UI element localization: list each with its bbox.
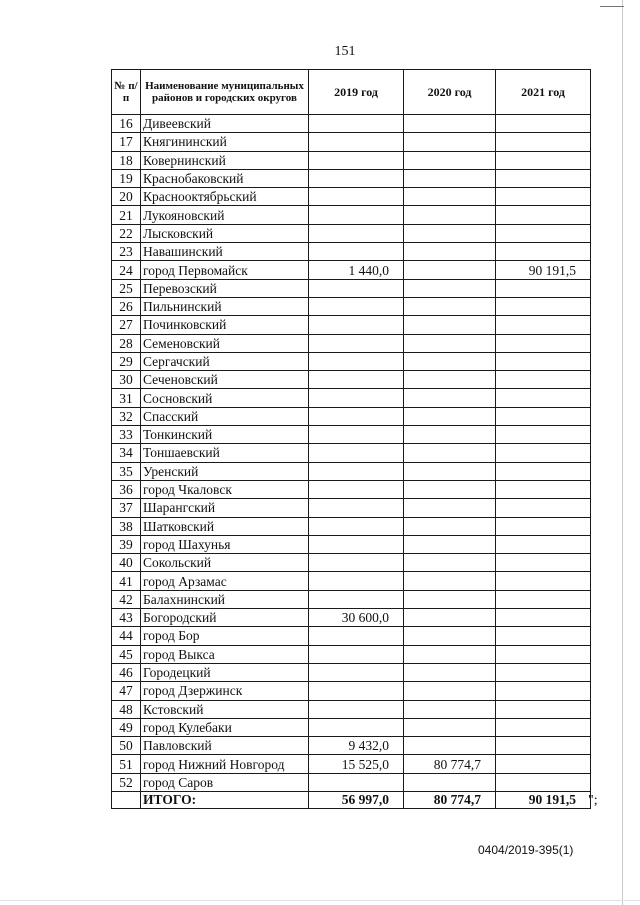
row-2019-value [309, 444, 404, 462]
row-number: 42 [112, 590, 141, 608]
row-name: город Бор [141, 627, 309, 645]
table-row [112, 645, 591, 663]
row-number: 50 [112, 737, 141, 755]
row-name: город Чкаловск [141, 480, 309, 498]
row-2020-value [404, 316, 496, 334]
row-2020-value [404, 389, 496, 407]
row-name: Дивеевский [141, 115, 309, 133]
total-2020: 80 774,7 [404, 791, 496, 808]
row-number: 39 [112, 535, 141, 553]
row-2021-value [496, 480, 591, 498]
row-name: Починковский [141, 316, 309, 334]
row-name: Сокольский [141, 554, 309, 572]
total-2021: 90 191,5 [496, 791, 591, 808]
row-2020-value [404, 572, 496, 590]
table-row [112, 444, 591, 462]
row-2021-value [496, 243, 591, 261]
row-2020-value [404, 590, 496, 608]
row-number: 18 [112, 151, 141, 169]
row-name: Пильнинский [141, 297, 309, 315]
table-row [112, 480, 591, 498]
row-2021-value [496, 590, 591, 608]
page-number: 151 [334, 44, 356, 59]
row-name: Лысковский [141, 224, 309, 242]
row-number: 48 [112, 700, 141, 718]
header-name: Наименование муниципальных районов и городских округов [141, 70, 309, 115]
row-2019-value [309, 371, 404, 389]
table-row [112, 389, 591, 407]
table-row [112, 590, 591, 608]
row-number: 26 [112, 297, 141, 315]
total-num-cell [112, 791, 141, 808]
row-2020-value [404, 151, 496, 169]
row-name: Кстовский [141, 700, 309, 718]
row-name: Шарангский [141, 499, 309, 517]
row-2019-value [309, 773, 404, 791]
row-number: 47 [112, 682, 141, 700]
table-row [112, 462, 591, 480]
row-2019-value [309, 480, 404, 498]
row-2020-value [404, 462, 496, 480]
total-row [112, 791, 591, 808]
row-2021-value [496, 371, 591, 389]
row-2019-value [309, 590, 404, 608]
row-2021-value [496, 169, 591, 187]
row-number: 28 [112, 334, 141, 352]
row-2019-value [309, 627, 404, 645]
budget-table [111, 69, 591, 809]
row-number: 21 [112, 206, 141, 224]
row-2020-value [404, 517, 496, 535]
header-2019: 2019 год [309, 70, 404, 115]
row-2021-value [496, 151, 591, 169]
row-2020-value [404, 261, 496, 279]
row-number: 52 [112, 773, 141, 791]
row-number: 45 [112, 645, 141, 663]
row-name: город Кулебаки [141, 718, 309, 736]
row-name: Балахнинский [141, 590, 309, 608]
row-2019-value [309, 133, 404, 151]
table-row [112, 334, 591, 352]
row-2021-value [496, 627, 591, 645]
row-2021-value [496, 609, 591, 627]
row-2021-value [496, 133, 591, 151]
row-2021-value [496, 572, 591, 590]
table-row [112, 718, 591, 736]
row-2021-value [496, 682, 591, 700]
row-number: 16 [112, 115, 141, 133]
row-number: 34 [112, 444, 141, 462]
row-2019-value [309, 297, 404, 315]
document-code: 0404/2019-395(1) [478, 843, 574, 857]
row-2021-value [496, 535, 591, 553]
row-name: Краснооктябрьский [141, 188, 309, 206]
row-2019-value [309, 426, 404, 444]
row-2019-value [309, 700, 404, 718]
row-2020-value [404, 352, 496, 370]
table-row [112, 279, 591, 297]
row-2021-value [496, 645, 591, 663]
row-2019-value [309, 115, 404, 133]
table-row [112, 517, 591, 535]
row-number: 35 [112, 462, 141, 480]
row-number: 22 [112, 224, 141, 242]
row-name: город Дзержинск [141, 682, 309, 700]
row-2020-value [404, 663, 496, 681]
row-number: 36 [112, 480, 141, 498]
page-bottom-edge [0, 900, 640, 901]
row-name: Перевозский [141, 279, 309, 297]
table-row [112, 773, 591, 791]
total-label: ИТОГО: [141, 791, 309, 808]
row-2021-value [496, 389, 591, 407]
table-row [112, 261, 591, 279]
total-2019: 56 997,0 [309, 791, 404, 808]
row-2020-value [404, 480, 496, 498]
table-row [112, 352, 591, 370]
row-2019-value [309, 407, 404, 425]
row-2020-value [404, 773, 496, 791]
row-name: Уренский [141, 462, 309, 480]
row-2020-value [404, 115, 496, 133]
row-number: 27 [112, 316, 141, 334]
row-2021-value [496, 352, 591, 370]
closing-quote-mark: "; [588, 793, 598, 808]
row-number: 44 [112, 627, 141, 645]
row-2020-value [404, 700, 496, 718]
row-number: 51 [112, 755, 141, 773]
page-edge-line [622, 0, 623, 905]
table-row [112, 755, 591, 773]
table-row [112, 224, 591, 242]
table-body [112, 115, 591, 792]
row-number: 37 [112, 499, 141, 517]
row-2021-value [496, 316, 591, 334]
row-name: Краснобаковский [141, 169, 309, 187]
row-2021-value [496, 279, 591, 297]
table-row [112, 297, 591, 315]
row-name: Ковернинский [141, 151, 309, 169]
row-2019-value [309, 206, 404, 224]
row-number: 31 [112, 389, 141, 407]
row-number: 38 [112, 517, 141, 535]
row-2019-value [309, 389, 404, 407]
row-2021-value [496, 554, 591, 572]
row-2019-value [309, 718, 404, 736]
row-2020-value [404, 645, 496, 663]
row-2020-value [404, 627, 496, 645]
row-2021-value [496, 334, 591, 352]
row-number: 41 [112, 572, 141, 590]
row-name: Навашинский [141, 243, 309, 261]
row-number: 43 [112, 609, 141, 627]
table-row [112, 206, 591, 224]
table-row [112, 169, 591, 187]
row-2021-value [496, 663, 591, 681]
header-2020: 2020 год [404, 70, 496, 115]
row-2019-value [309, 169, 404, 187]
row-2019-value [309, 499, 404, 517]
row-number: 33 [112, 426, 141, 444]
row-2019-value [309, 279, 404, 297]
row-2020-value [404, 499, 496, 517]
row-number: 20 [112, 188, 141, 206]
row-2021-value [496, 773, 591, 791]
table-row [112, 627, 591, 645]
row-2019-value [309, 663, 404, 681]
row-name: Павловский [141, 737, 309, 755]
row-2020-value [404, 444, 496, 462]
row-2020-value [404, 737, 496, 755]
table-header-row [112, 70, 591, 115]
row-number: 23 [112, 243, 141, 261]
row-2021-value [496, 718, 591, 736]
row-2021-value [496, 737, 591, 755]
row-number: 46 [112, 663, 141, 681]
row-2019-value: 1 440,0 [309, 261, 404, 279]
row-2019-value: 15 525,0 [309, 755, 404, 773]
row-number: 40 [112, 554, 141, 572]
row-2020-value [404, 188, 496, 206]
row-name: Княгининский [141, 133, 309, 151]
row-number: 19 [112, 169, 141, 187]
row-name: Шатковский [141, 517, 309, 535]
row-name: город Арзамас [141, 572, 309, 590]
row-name: город Саров [141, 773, 309, 791]
table-row [112, 115, 591, 133]
header-num: № п/п [112, 70, 141, 115]
table-row [112, 682, 591, 700]
row-2019-value [309, 535, 404, 553]
row-name: Городецкий [141, 663, 309, 681]
row-2021-value [496, 499, 591, 517]
row-2020-value [404, 682, 496, 700]
row-name: Сергачский [141, 352, 309, 370]
header-2021: 2021 год [496, 70, 591, 115]
row-name: Тоншаевский [141, 444, 309, 462]
row-2021-value [496, 444, 591, 462]
row-number: 30 [112, 371, 141, 389]
row-name: город Нижний Новгород [141, 755, 309, 773]
row-name: Лукояновский [141, 206, 309, 224]
row-2019-value [309, 462, 404, 480]
row-2020-value [404, 243, 496, 261]
table-row [112, 151, 591, 169]
row-name: город Первомайск [141, 261, 309, 279]
row-2019-value [309, 554, 404, 572]
table-row [112, 554, 591, 572]
row-2020-value [404, 133, 496, 151]
row-2020-value [404, 535, 496, 553]
row-2021-value [496, 755, 591, 773]
row-2020-value [404, 206, 496, 224]
row-number: 25 [112, 279, 141, 297]
row-2020-value [404, 554, 496, 572]
row-2021-value [496, 297, 591, 315]
row-2021-value: 90 191,5 [496, 261, 591, 279]
row-2021-value [496, 224, 591, 242]
table-row [112, 426, 591, 444]
table-row [112, 371, 591, 389]
row-2021-value [496, 426, 591, 444]
row-2019-value [309, 352, 404, 370]
row-name: Сосновский [141, 389, 309, 407]
row-2021-value [496, 115, 591, 133]
row-2020-value [404, 224, 496, 242]
row-2019-value [309, 151, 404, 169]
table-row [112, 572, 591, 590]
row-2019-value [309, 572, 404, 590]
row-2019-value [309, 334, 404, 352]
row-2021-value [496, 700, 591, 718]
row-2020-value [404, 371, 496, 389]
row-2019-value [309, 243, 404, 261]
table-row [112, 700, 591, 718]
table-row [112, 663, 591, 681]
row-number: 32 [112, 407, 141, 425]
row-name: Тонкинский [141, 426, 309, 444]
row-2020-value [404, 718, 496, 736]
row-2020-value [404, 609, 496, 627]
table-row [112, 535, 591, 553]
row-2019-value [309, 224, 404, 242]
row-number: 49 [112, 718, 141, 736]
row-name: Сеченовский [141, 371, 309, 389]
table-row [112, 243, 591, 261]
row-2019-value [309, 188, 404, 206]
table-row [112, 316, 591, 334]
row-2021-value [496, 462, 591, 480]
row-2020-value [404, 279, 496, 297]
row-name: Спасский [141, 407, 309, 425]
row-2019-value [309, 645, 404, 663]
row-name: Семеновский [141, 334, 309, 352]
row-2021-value [496, 407, 591, 425]
row-2020-value [404, 169, 496, 187]
row-name: город Шахунья [141, 535, 309, 553]
table-row [112, 133, 591, 151]
table-row [112, 609, 591, 627]
table-row [112, 188, 591, 206]
row-2019-value [309, 682, 404, 700]
table-row [112, 737, 591, 755]
row-2020-value [404, 407, 496, 425]
row-2020-value [404, 426, 496, 444]
row-2019-value [309, 517, 404, 535]
table-row [112, 407, 591, 425]
row-2020-value [404, 297, 496, 315]
scan-edge-mark [600, 6, 624, 7]
row-2021-value [496, 188, 591, 206]
row-2019-value [309, 316, 404, 334]
row-number: 29 [112, 352, 141, 370]
row-number: 24 [112, 261, 141, 279]
row-name: город Выкса [141, 645, 309, 663]
row-number: 17 [112, 133, 141, 151]
row-2019-value: 9 432,0 [309, 737, 404, 755]
row-2021-value [496, 517, 591, 535]
row-2021-value [496, 206, 591, 224]
row-name: Богородский [141, 609, 309, 627]
row-2020-value [404, 334, 496, 352]
row-2019-value: 30 600,0 [309, 609, 404, 627]
table-row [112, 499, 591, 517]
row-2020-value: 80 774,7 [404, 755, 496, 773]
